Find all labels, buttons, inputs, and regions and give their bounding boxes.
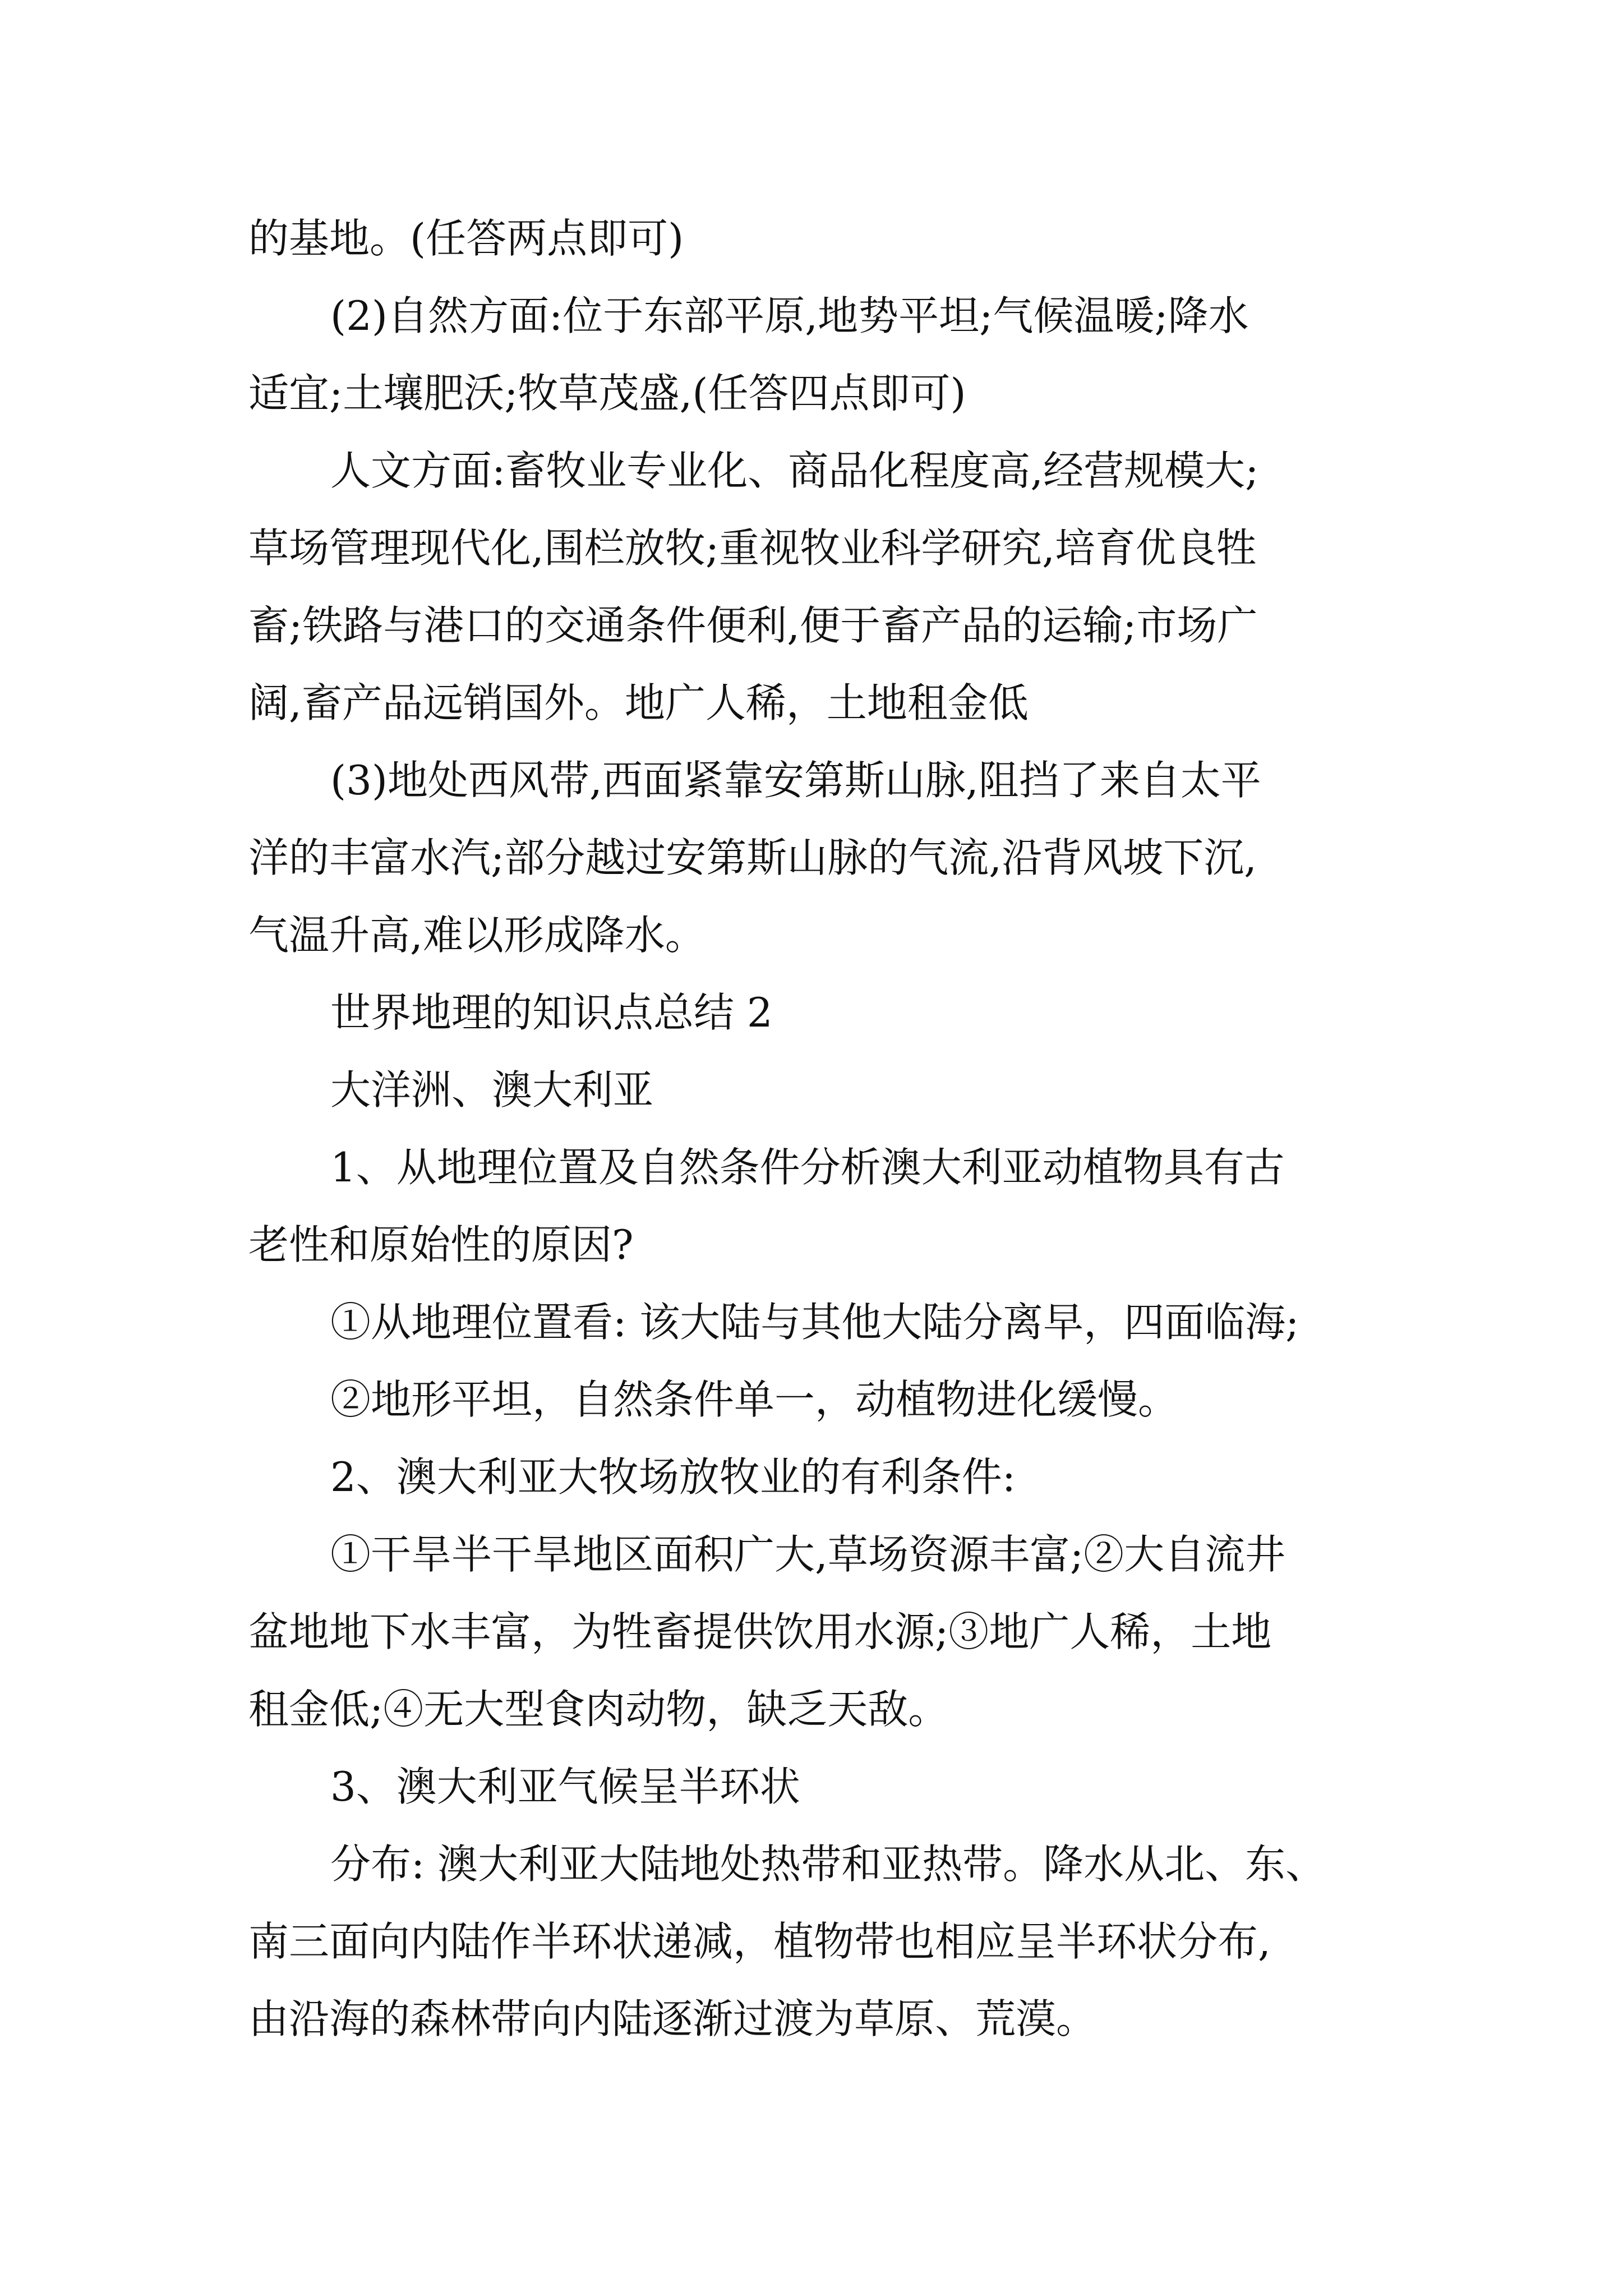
- text-line: 畜;铁路与港口的交通条件便利,便于畜产品的运输;市场广: [248, 602, 1258, 649]
- text-line: 1、从地理位置及自然条件分析澳大利亚动植物具有古: [330, 1144, 1285, 1191]
- text-line: (2)自然方面:位于东部平原,地势平坦;气候温暖;降水: [330, 292, 1249, 339]
- text-line: ①干旱半干旱地区面积广大,草场资源丰富;②大自流井: [330, 1531, 1286, 1578]
- text-line: 2、澳大利亚大牧场放牧业的有利条件:: [330, 1453, 1016, 1501]
- text-line: 洋的丰富水汽;部分越过安第斯山脉的气流,沿背风坡下沉,: [248, 834, 1257, 881]
- section-heading: 世界地理的知识点总结 2: [330, 989, 773, 1036]
- text-line: 草场管理现代化,围栏放牧;重视牧业科学研究,培育优良牲: [248, 524, 1257, 572]
- text-line: 适宜;土壤肥沃;牧草茂盛,(任答四点即可): [248, 370, 966, 417]
- text-line: 分布: 澳大利亚大陆地处热带和亚热带。降水从北、东、: [330, 1841, 1326, 1888]
- text-line: 老性和原始性的原因?: [248, 1221, 634, 1268]
- text-line: ②地形平坦，自然条件单一，动植物进化缓慢。: [330, 1376, 1179, 1423]
- text-line: 由沿海的森林带向内陆逐渐过渡为草原、荒漠。: [248, 1995, 1097, 2042]
- section-subheading: 大洋洲、澳大利亚: [330, 1066, 654, 1114]
- text-line: 3、澳大利亚气候呈半环状: [330, 1763, 800, 1810]
- document-body: [248, 200, 1381, 2058]
- text-line: 人文方面:畜牧业专业化、商品化程度高,经营规模大;: [330, 447, 1259, 494]
- text-line: 的基地。(任答两点即可): [248, 215, 684, 262]
- text-line: (3)地处西风带,西面紧靠安第斯山脉,阻挡了来自太平: [330, 757, 1261, 804]
- text-line: 气温升高,难以形成降水。: [248, 912, 706, 959]
- text-line: 盆地地下水丰富，为牲畜提供饮用水源;③地广人稀，土地: [248, 1608, 1272, 1655]
- text-line: 租金低;④无大型食肉动物，缺乏天敌。: [248, 1686, 949, 1733]
- text-line: 南三面向内陆作半环状递减，植物带也相应呈半环状分布,: [248, 1918, 1271, 1965]
- text-line: 阔,畜产品远销国外。地广人稀，土地租金低: [248, 679, 1029, 726]
- text-line: ①从地理位置看: 该大陆与其他大陆分离早，四面临海;: [330, 1299, 1299, 1346]
